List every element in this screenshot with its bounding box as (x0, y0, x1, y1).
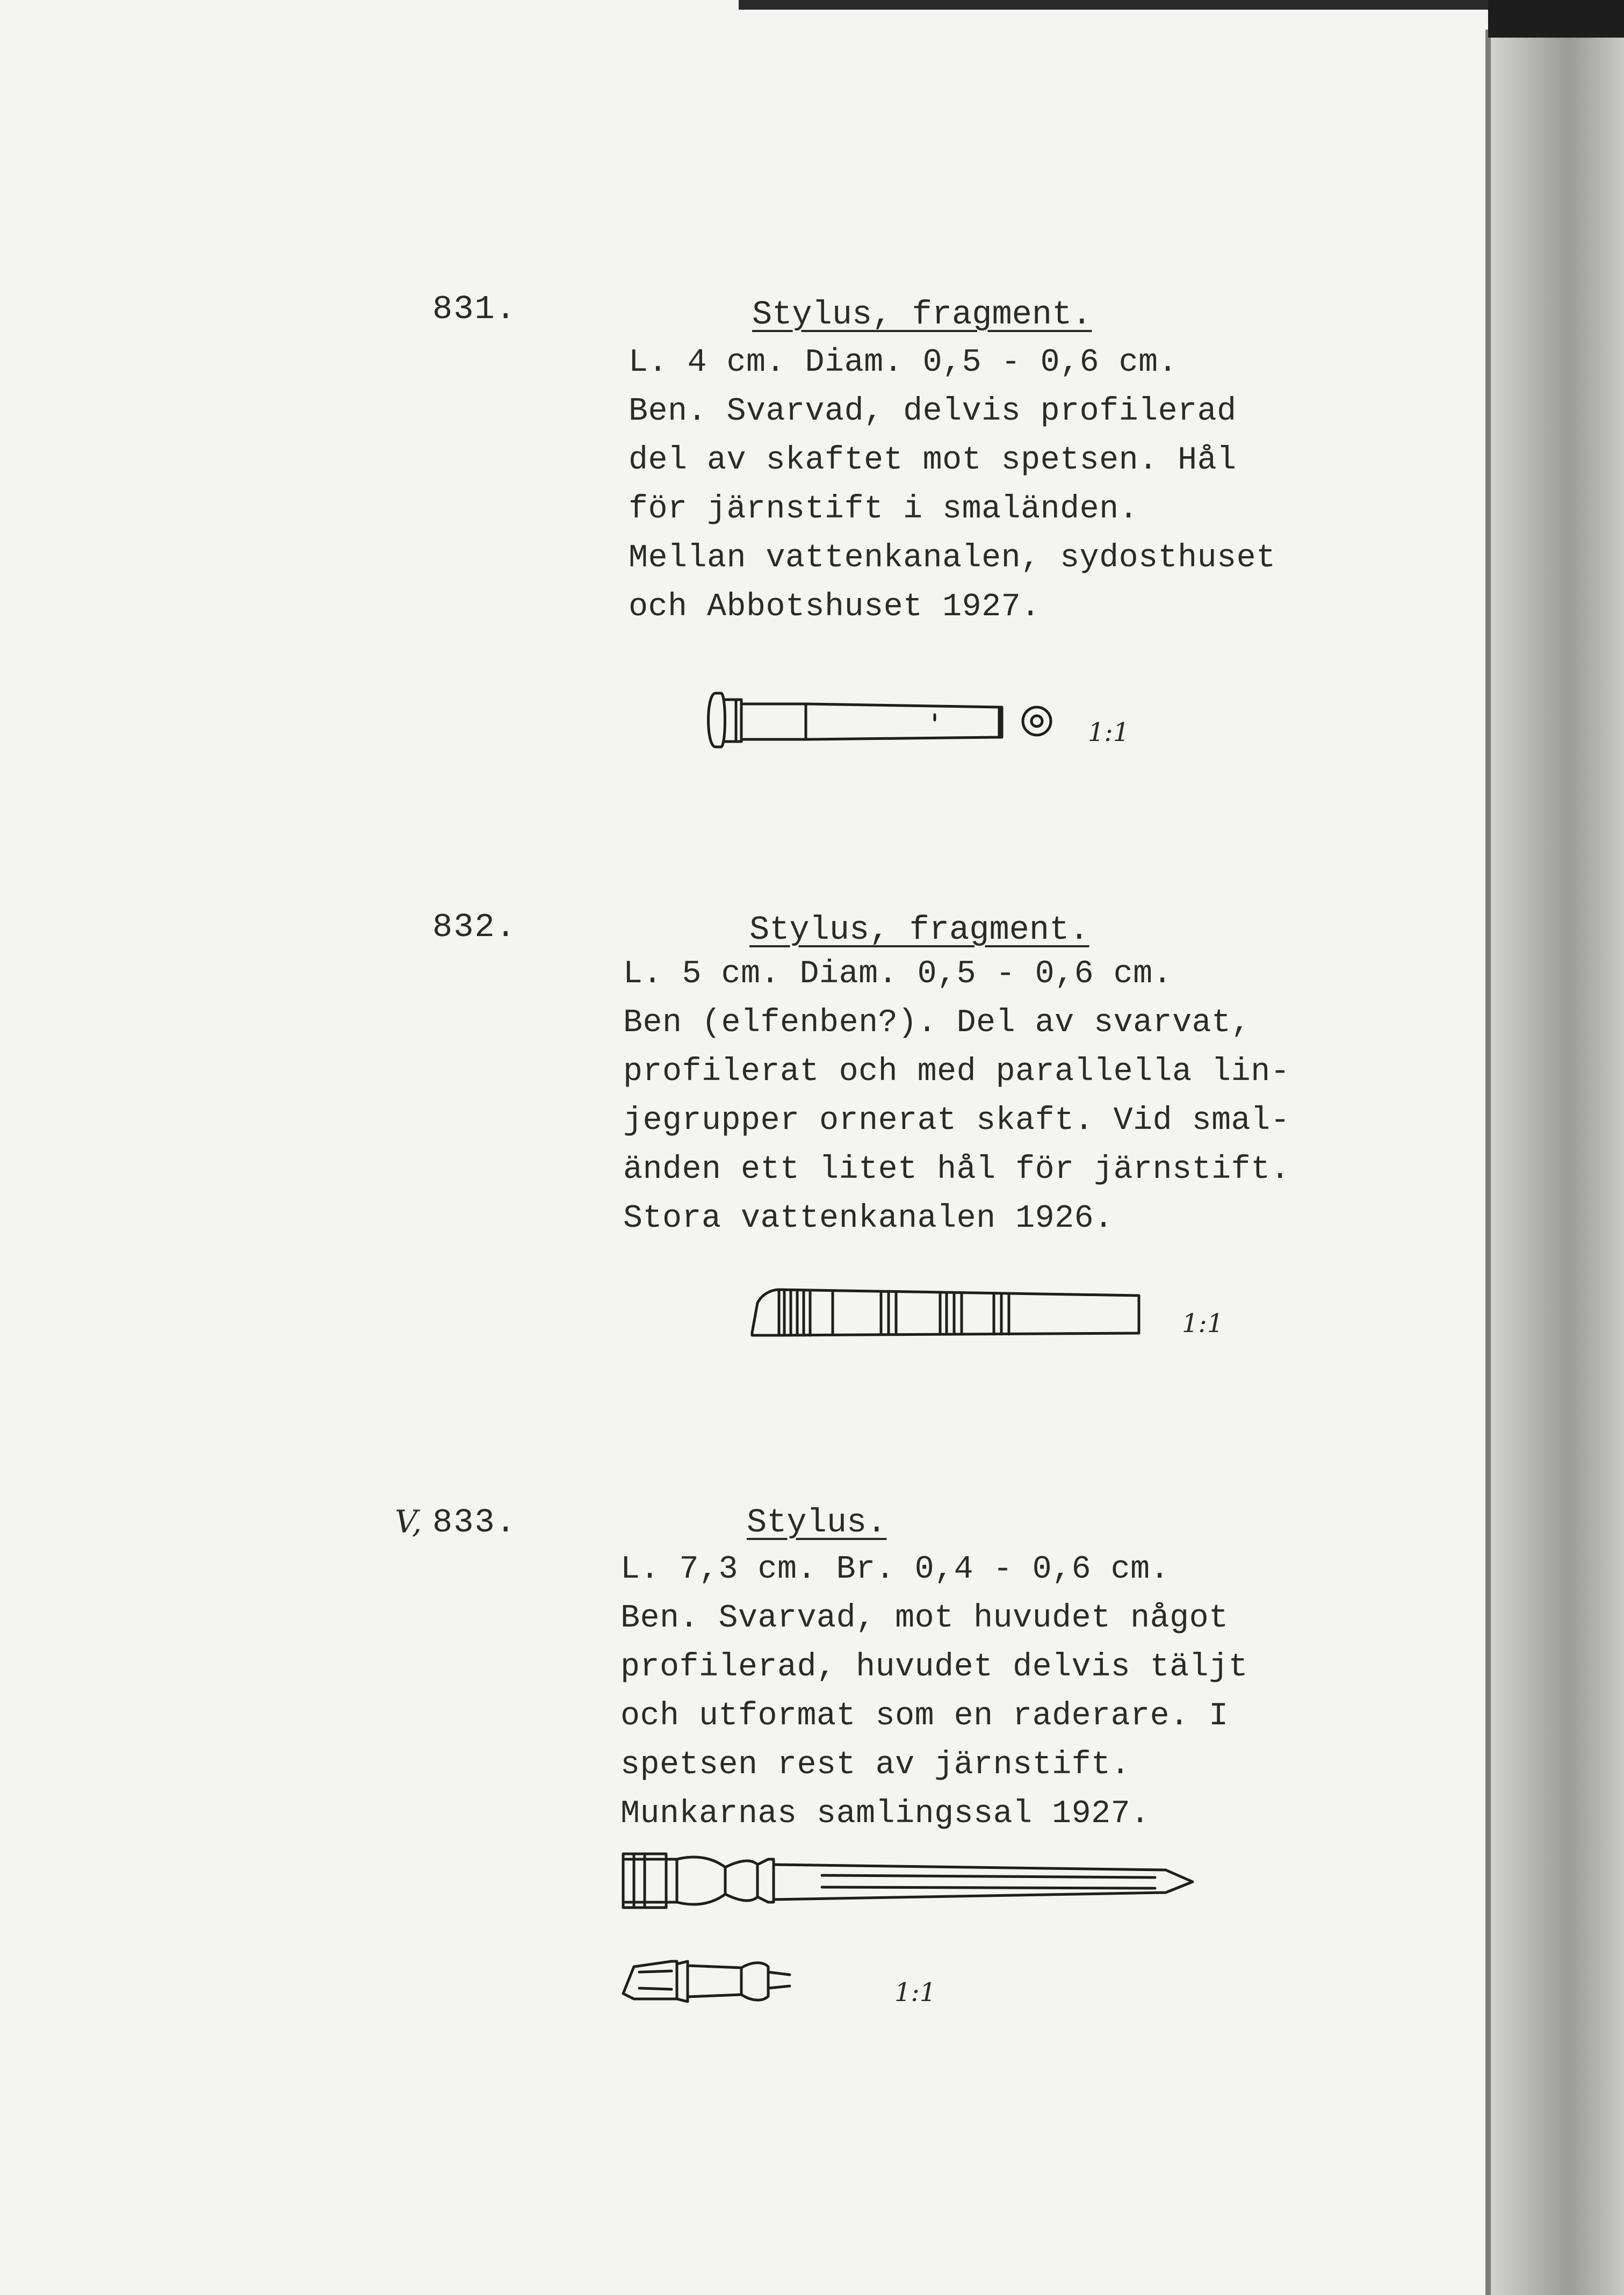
scan-edge-right (1485, 30, 1624, 2295)
stylus-drawing-833 (618, 1843, 1198, 1918)
description-line: änden ett litet hål för järnstift. (623, 1152, 1290, 1188)
entry-title: Stylus. (747, 1503, 887, 1542)
description-line: Stora vattenkanalen 1926. (623, 1200, 1114, 1237)
scale-label: 1:1 (894, 1977, 936, 2008)
description-line: L. 7,3 cm. Br. 0,4 - 0,6 cm. (620, 1551, 1170, 1588)
margin-annotation: V, (395, 1503, 422, 1540)
description-line: jegrupper ornerat skaft. Vid smal- (623, 1103, 1290, 1139)
entry-number: 831. (432, 290, 517, 328)
stylus-drawing-832 (747, 1282, 1150, 1346)
entry-description (623, 950, 1290, 1243)
description-line: för järnstift i smaländen. (629, 491, 1139, 528)
stylus-fragment-drawing-833 (618, 1951, 800, 2010)
entry-number: 832. (432, 908, 517, 946)
entry-description (629, 339, 1276, 632)
entry-title: Stylus, fragment. (749, 911, 1089, 949)
description-line: Ben (elfenben?). Del av svarvat, (623, 1005, 1251, 1041)
description-line: profilerad, huvudet delvis täljt (620, 1649, 1248, 1686)
description-line: och utformat som en raderare. I (620, 1698, 1229, 1735)
description-line: L. 4 cm. Diam. 0,5 - 0,6 cm. (629, 344, 1178, 381)
description-line: profilerat och med parallella lin- (623, 1054, 1290, 1090)
description-line: Ben. Svarvad, mot huvudet något (620, 1600, 1229, 1637)
description-line: Ben. Svarvad, delvis profilerad (629, 393, 1237, 430)
scale-label: 1:1 (1088, 717, 1130, 747)
description-line: och Abbotshuset 1927. (629, 589, 1041, 625)
stylus-drawing-831 (698, 688, 1074, 763)
entry-title: Stylus, fragment. (752, 296, 1092, 334)
entry-number: 833. (432, 1503, 517, 1542)
description-line: Munkarnas samlingssal 1927. (620, 1796, 1150, 1832)
scan-corner-shadow (1488, 0, 1624, 38)
entry-description (620, 1545, 1248, 1839)
description-line: del av skaftet mot spetsen. Hål (629, 442, 1237, 479)
description-line: Mellan vattenkanalen, sydosthuset (629, 540, 1276, 577)
description-line: L. 5 cm. Diam. 0,5 - 0,6 cm. (623, 956, 1173, 992)
scale-label: 1:1 (1182, 1308, 1224, 1339)
description-line: spetsen rest av järnstift. (620, 1747, 1131, 1783)
